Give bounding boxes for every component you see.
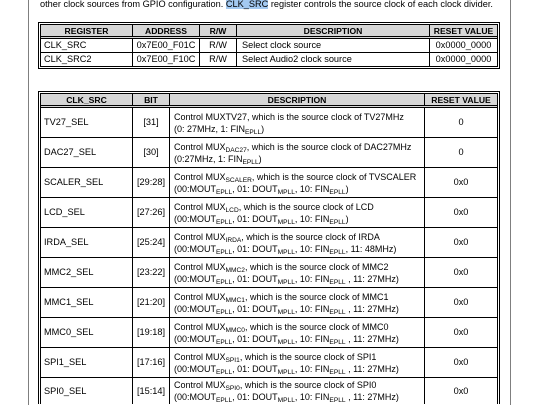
field-description [170, 168, 425, 197]
description-text: Control MUX [174, 351, 226, 362]
field-row [41, 348, 497, 378]
subscript-text: LCD [225, 206, 239, 214]
description-text: , 01: DOUT [232, 363, 278, 374]
subscript-text: MPLL [277, 248, 295, 256]
subscript-text: MPLL [277, 338, 295, 346]
field-row [41, 108, 497, 138]
description-text: , 01: DOUT [232, 273, 278, 284]
field-bit-range: [27:26] [133, 198, 170, 227]
field-description [170, 288, 425, 317]
field-description [170, 198, 425, 227]
field-row [41, 258, 497, 288]
header-reset-value: RESET VALUE [431, 94, 491, 105]
description-text: Control MUX [174, 261, 226, 272]
subscript-text: EPLL [329, 397, 346, 404]
header-clk-src: CLK_SRC [41, 94, 133, 105]
description-text: (00:MOUT [174, 213, 217, 224]
description-text: , 10: FIN [294, 363, 330, 374]
description-text: (00:MOUT [174, 183, 217, 194]
field-reset-value: 0x0 [453, 385, 469, 396]
field-row [41, 198, 497, 228]
header-description: DESCRIPTION [237, 25, 430, 36]
description-text: , 11: 27MHz) [345, 363, 399, 374]
description-text: ) [345, 213, 349, 224]
description-text: (0: 27MHz, 1: FIN [174, 123, 246, 134]
subscript-text: EPLL [216, 397, 233, 404]
field-bit-range: [21:20] [133, 288, 170, 317]
register-reset-value: 0x0000_0000 [435, 40, 492, 50]
description-text: , which is the source clock of SPI1 [239, 351, 377, 362]
field-bit-range: [19:18] [133, 318, 170, 347]
description-text: (00:MOUT [174, 392, 217, 402]
subscript-text: EPLL [329, 338, 346, 346]
description-text: , which is the source clock of MMC0 [244, 321, 389, 332]
register-name: CLK_SRC2 [41, 53, 133, 66]
subscript-text: MMC0 [225, 326, 245, 334]
subscript-text: MPLL [277, 397, 295, 404]
description-text: ) [261, 123, 265, 134]
clk-src-field-table [38, 91, 500, 404]
subscript-text: EPLL [329, 248, 346, 256]
description-text: Control MUX [174, 321, 226, 332]
description-line [174, 379, 376, 391]
description-text: , 10: FIN [294, 303, 330, 314]
field-name: SPI1_SEL [41, 348, 133, 377]
field-reset-value: 0x0 [453, 297, 469, 307]
description-line [174, 111, 404, 123]
description-text: (00:MOUT [174, 243, 217, 254]
subscript-text: SPI0 [225, 385, 240, 392]
description-text: Control MUX [174, 201, 226, 212]
description-line [174, 153, 262, 165]
description-text: , which is the source clock of IRDA [241, 231, 380, 242]
subscript-text: MPLL [277, 308, 295, 316]
description-line [174, 273, 399, 285]
description-text: , 11: 27MHz) [345, 392, 399, 402]
field-reset-value: 0x0 [453, 357, 469, 367]
description-text: , 10: FIN [294, 273, 330, 284]
field-row [41, 168, 497, 198]
subscript-text: EPLL [329, 218, 346, 226]
register-summary-table [38, 22, 500, 69]
description-line [174, 213, 349, 225]
subscript-text: MPLL [277, 218, 295, 226]
header-description: DESCRIPTION [170, 94, 425, 105]
intro-paragraph [40, 0, 493, 10]
field-reset-value: 0 [458, 117, 464, 127]
register-address: 0x7E00_F01C [133, 39, 200, 52]
field-description [170, 348, 425, 377]
description-text: , which is the source clock of DAC27MHz [246, 141, 412, 152]
subscript-text: SCALER [225, 176, 252, 184]
description-line [174, 391, 399, 403]
description-line [174, 303, 399, 315]
description-text: , 10: FIN [294, 392, 330, 402]
description-text: , 11: 27MHz) [345, 303, 399, 314]
description-text: Control MUX [174, 231, 226, 242]
field-name: MMC0_SEL [41, 318, 133, 347]
subscript-text: EPLL [216, 218, 233, 226]
description-line [174, 123, 264, 135]
field-name: LCD_SEL [41, 198, 133, 227]
description-text: , 10: FIN [294, 183, 330, 194]
description-text: , 11: 48MHz) [345, 243, 397, 254]
field-reset-value: 0x0 [453, 327, 469, 337]
description-line [174, 321, 389, 333]
description-text: , which is the source clock of MMC2 [244, 261, 389, 272]
description-text: , 11: 27MHz) [345, 333, 399, 344]
subscript-text: EPLL [329, 278, 346, 286]
page-right-edge [510, 0, 511, 405]
description-text: (00:MOUT [174, 363, 217, 374]
subscript-text: EPLL [329, 308, 346, 316]
register-description: Select clock source [237, 39, 430, 52]
header-reset-value: RESET VALUE [433, 25, 494, 36]
description-line [174, 243, 396, 255]
description-text: (00:MOUT [174, 333, 217, 344]
field-bit-range: [15:14] [133, 378, 170, 404]
subscript-text: EPLL [216, 338, 233, 346]
description-line [174, 261, 389, 273]
field-row [41, 378, 497, 404]
register-address: 0x7E00_F10C [133, 53, 200, 66]
field-row [41, 318, 497, 348]
subscript-text: MPLL [277, 188, 295, 196]
description-text: ) [258, 153, 262, 164]
register-row [41, 39, 497, 53]
table-header-row [41, 94, 497, 108]
register-name: CLK_SRC [41, 39, 133, 52]
description-text: , 10: FIN [294, 333, 330, 344]
description-text: , 01: DOUT [232, 243, 278, 254]
field-bit-range: [29:28] [133, 168, 170, 197]
subscript-text: EPLL [329, 188, 346, 196]
description-text: Control MUXTV27, which is the source clock of TV27MHz [174, 111, 404, 122]
description-text: , 01: DOUT [232, 333, 278, 344]
field-bit-range: [30] [133, 138, 170, 167]
field-description [170, 258, 425, 287]
field-name: SPI0_SEL [41, 378, 133, 404]
register-reset-value: 0x0000_0000 [435, 54, 492, 64]
description-text: , 11: 27MHz) [345, 273, 399, 284]
field-row [41, 228, 497, 258]
field-bit-range: [17:16] [133, 348, 170, 377]
description-line [174, 351, 376, 363]
subscript-text: MMC2 [225, 266, 245, 274]
page-left-edge [28, 0, 29, 405]
description-text: , which is the source clock of TVSCALER [251, 171, 417, 182]
field-name: IRDA_SEL [41, 228, 133, 257]
subscript-text: EPLL [216, 368, 233, 376]
subscript-text: EPLL [216, 278, 233, 286]
header-address: ADDRESS [133, 25, 200, 36]
field-name: MMC2_SEL [41, 258, 133, 287]
register-access: R/W [200, 39, 237, 52]
description-line [174, 231, 380, 243]
field-name: SCALER_SEL [41, 168, 133, 197]
subscript-text: DAC27 [225, 146, 247, 154]
subscript-text: EPLL [216, 308, 233, 316]
description-line [174, 201, 374, 213]
field-row [41, 138, 497, 168]
table-header-row [41, 25, 497, 39]
intro-text: register controls the source clock of each clock divider. [268, 0, 493, 9]
header-register: REGISTER [41, 25, 133, 36]
description-text: (0:27MHz, 1: FIN [174, 153, 243, 164]
field-reset-value: 0x0 [453, 267, 469, 277]
description-line [174, 363, 399, 375]
subscript-text: MPLL [277, 368, 295, 376]
field-name: DAC27_SEL [41, 138, 133, 167]
description-text: , 01: DOUT [232, 392, 278, 402]
description-text: , 01: DOUT [232, 303, 278, 314]
description-text: Control MUX [174, 291, 226, 302]
description-text: Control MUX [174, 380, 226, 390]
register-access: R/W [200, 53, 237, 66]
description-text: , 10: FIN [294, 213, 330, 224]
description-line [174, 183, 349, 195]
field-rows [41, 108, 497, 404]
description-line [174, 291, 389, 303]
header-bit: BIT [133, 94, 170, 105]
field-name: TV27_SEL [41, 108, 133, 137]
field-description [170, 108, 425, 137]
subscript-text: EPLL [216, 188, 233, 196]
description-text: ) [345, 183, 349, 194]
description-text: , 01: DOUT [232, 213, 278, 224]
description-text: (00:MOUT [174, 273, 217, 284]
subscript-text: MMC1 [225, 296, 245, 304]
field-bit-range: [25:24] [133, 228, 170, 257]
field-name: MMC1_SEL [41, 288, 133, 317]
field-description [170, 318, 425, 347]
field-bit-range: [31] [133, 108, 170, 137]
field-description [170, 378, 425, 404]
description-text: , which is the source clock of SPI0 [239, 380, 377, 390]
field-description [170, 138, 425, 167]
field-row [41, 288, 497, 318]
field-reset-value: 0x0 [453, 177, 469, 187]
field-reset-value: 0x0 [453, 207, 469, 217]
subscript-text: EPLL [216, 248, 233, 256]
description-line [174, 141, 411, 153]
field-reset-value: 0 [458, 147, 464, 157]
header-rw: R/W [200, 25, 237, 36]
description-text: , 10: FIN [294, 243, 330, 254]
field-bit-range: [23:22] [133, 258, 170, 287]
subscript-text: EPLL [245, 128, 262, 136]
selected-text-highlight: CLK_SRC [225, 0, 269, 9]
subscript-text: EPLL [329, 368, 346, 376]
subscript-text: EPLL [242, 158, 259, 166]
register-row [41, 53, 497, 66]
intro-text: other clock sources from GPIO configuration. [40, 0, 226, 9]
register-description: Select Audio2 clock source [237, 53, 430, 66]
description-text: Control MUX [174, 141, 226, 152]
description-line [174, 171, 416, 183]
subscript-text: MPLL [277, 278, 295, 286]
description-text: Control MUX [174, 171, 226, 182]
description-text: , which is the source clock of MMC1 [244, 291, 389, 302]
description-text: , which is the source clock of LCD [238, 201, 374, 212]
description-text: (00:MOUT [174, 303, 217, 314]
subscript-text: IRDA [225, 236, 242, 244]
description-line [174, 333, 399, 345]
field-description [170, 228, 425, 257]
description-text: , 01: DOUT [232, 183, 278, 194]
subscript-text: SPI1 [225, 356, 240, 364]
field-reset-value: 0x0 [453, 237, 469, 247]
